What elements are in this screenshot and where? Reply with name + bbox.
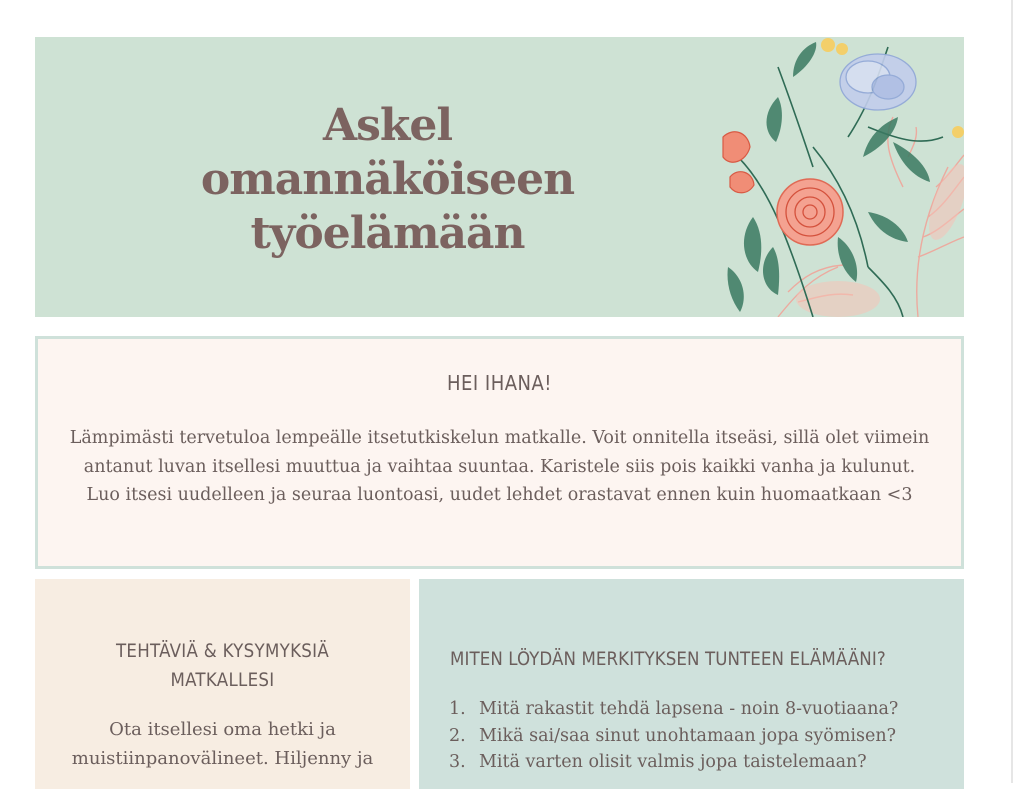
title-line-1: Askel [322, 100, 453, 151]
list-number: 1. [449, 699, 466, 719]
list-item-text: Mitä varten olisit valmis jopa taistelemaan? [479, 752, 867, 772]
list-item-text: Mitä rakastit tehdä lapsena - noin 8-vuotiaana? [479, 699, 899, 719]
welcome-card [35, 336, 964, 569]
list-item [449, 696, 898, 723]
floral-illustration [718, 37, 964, 317]
meaning-heading: MITEN LÖYDÄN MERKITYKSEN TUNTEEN ELÄMÄÄNI? [450, 649, 886, 670]
title-line-3: työelämään [250, 208, 525, 259]
list-item [449, 723, 898, 750]
welcome-heading: HEI IHANA! [446, 371, 553, 395]
list-number: 2. [449, 725, 466, 746]
question-list [449, 696, 898, 776]
list-number: 3. [449, 752, 466, 772]
meaning-panel [419, 579, 964, 789]
tasks-heading: TEHTÄVIÄ & KYSYMYKSIÄ MATKALLESI [115, 641, 330, 691]
tasks-text: Ota itsellesi oma hetki ja muistiinpanovälineet. Hiljenny ja [71, 719, 374, 769]
tasks-panel [35, 579, 410, 789]
welcome-text: Lämpimästi tervetuloa lempeälle itsetutkiskelun matkalle. Voit onnitella itseäsi, sillä olet viimein antanut luvan itsellesi muuttua ja vaihtaa suuntaa. Karistele siis pois kaikki vanha ja kulunut. Luo itsesi uudelleen ja seuraa luontoasi, uudet lehdet orastavat ennen kuin huomaatkaan <3 [69, 428, 930, 505]
title-line-2: omannäköiseen [200, 154, 575, 205]
list-item-text: Mikä sai/saa sinut unohtamaan jopa syömisen? [479, 725, 897, 746]
hero-banner [35, 37, 964, 317]
list-item [449, 749, 898, 776]
page-title [115, 99, 660, 261]
